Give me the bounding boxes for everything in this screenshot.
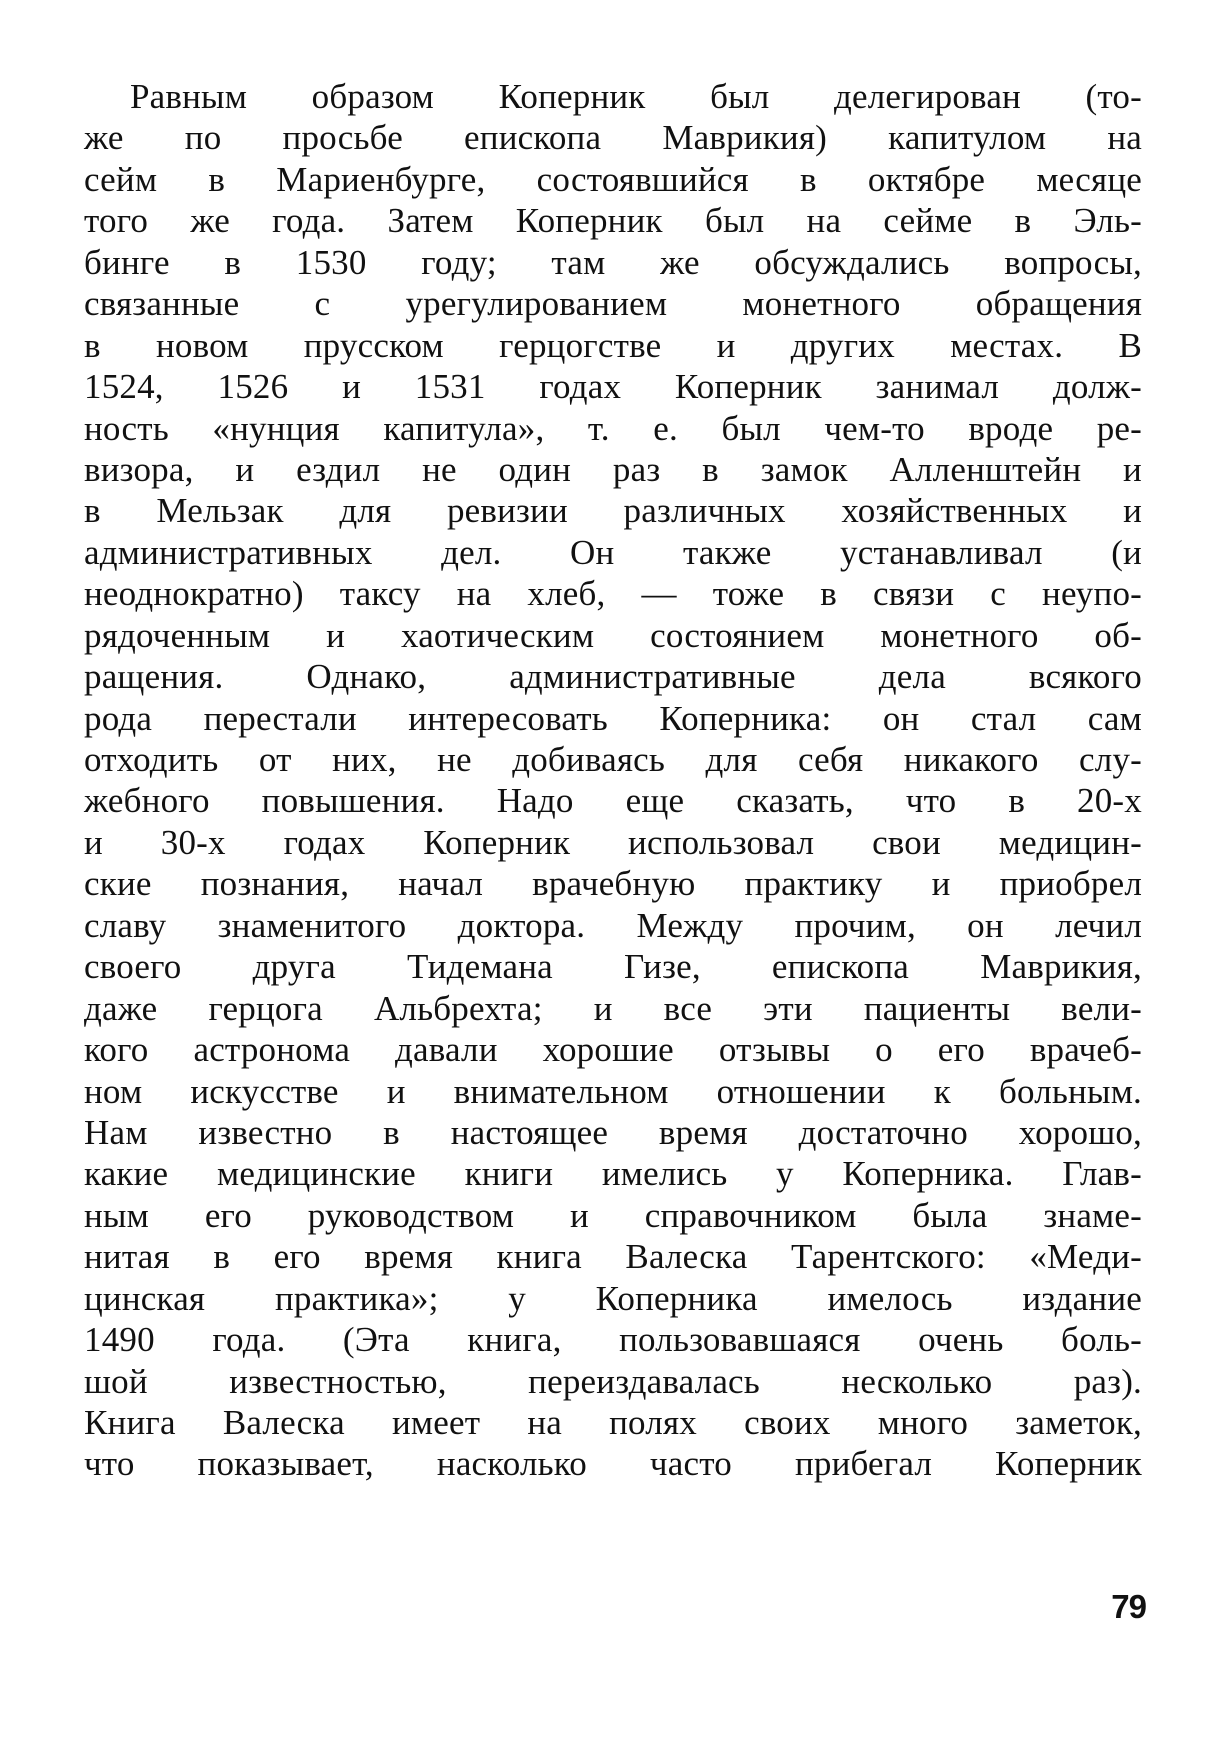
text-line: кого астронома давали хорошие отзывы о его врачеб- [84, 1030, 1142, 1070]
text-line: бинге в 1530 году; там же обсуждались вопросы, [84, 242, 1142, 282]
text-line: цинская практика»; у Коперника имелось издание [84, 1278, 1142, 1318]
text-line: же по просьбе епископа Маврикия) капитулом на [84, 118, 1142, 158]
text-line: Нам известно в настоящее время достаточно хорошо, [84, 1112, 1142, 1152]
text-line: какие медицинские книги имелись у Коперника. Глав- [84, 1154, 1142, 1194]
text-line: даже герцога Альбрехта; и все эти пациенты вели- [84, 988, 1142, 1028]
text-line: 1524, 1526 и 1531 годах Коперник занимал долж- [84, 367, 1142, 407]
text-line: того же года. Затем Коперник был на сейме в Эль- [84, 201, 1142, 241]
page-number: 79 [1111, 1588, 1146, 1625]
text-line: отходить от них, не добиваясь для себя никакого слу- [84, 740, 1142, 779]
text-line: в Мельзак для ревизии различных хозяйственных и [84, 491, 1142, 531]
text-line: в новом прусском герцогстве и других местах. В [84, 325, 1142, 365]
text-line: ские познания, начал врачебную практику и приобрел [84, 864, 1142, 904]
text-line: визора, и ездил не один раз в замок Алленштейн и [84, 449, 1142, 489]
text-line: рядоченным и хаотическим состоянием монетного об- [84, 615, 1142, 655]
text-line: что показывает, насколько часто прибегал Коперник [84, 1444, 1142, 1484]
text-line: шой известностью, переиздавалась несколько раз). [84, 1361, 1142, 1401]
text-line: 1490 года. (Эта книга, пользовавшаяся очень боль- [84, 1320, 1142, 1360]
text-line: Равным образом Коперник был делегирован (то- [130, 77, 1142, 116]
text-line: нитая в его время книга Валеска Тарентского: «Меди- [84, 1237, 1142, 1277]
text-line: славу знаменитого доктора. Между прочим, он лечил [84, 905, 1142, 945]
body-text [84, 76, 1142, 1485]
text-line: административных дел. Он также устанавливал (и [84, 532, 1142, 572]
text-line: сейм в Мариенбурге, состоявшийся в октябре месяце [84, 159, 1142, 199]
text-line: своего друга Тидемана Гизе, епископа Маврикия, [84, 947, 1142, 987]
text-line: неоднократно) таксу на хлеб, — тоже в связи с неупо- [84, 574, 1142, 614]
text-line: ность «нунция капитула», т. е. был чем-то вроде ре- [84, 408, 1142, 448]
text-line: и 30-х годах Коперник использовал свои медицин- [84, 822, 1142, 862]
text-line: ращения. Однако, административные дела всякого [84, 657, 1142, 697]
text-line: ным его руководством и справочником была знаме- [84, 1195, 1142, 1235]
text-line: рода перестали интересовать Коперника: он стал сам [84, 698, 1142, 738]
text-line: жебного повышения. Надо еще сказать, что в 20-х [84, 781, 1142, 821]
text-line: связанные с урегулированием монетного обращения [84, 284, 1142, 324]
text-line: Книга Валеска имеет на полях своих много заметок, [84, 1403, 1142, 1442]
text-line: ном искусстве и внимательном отношении к больным. [84, 1071, 1142, 1111]
